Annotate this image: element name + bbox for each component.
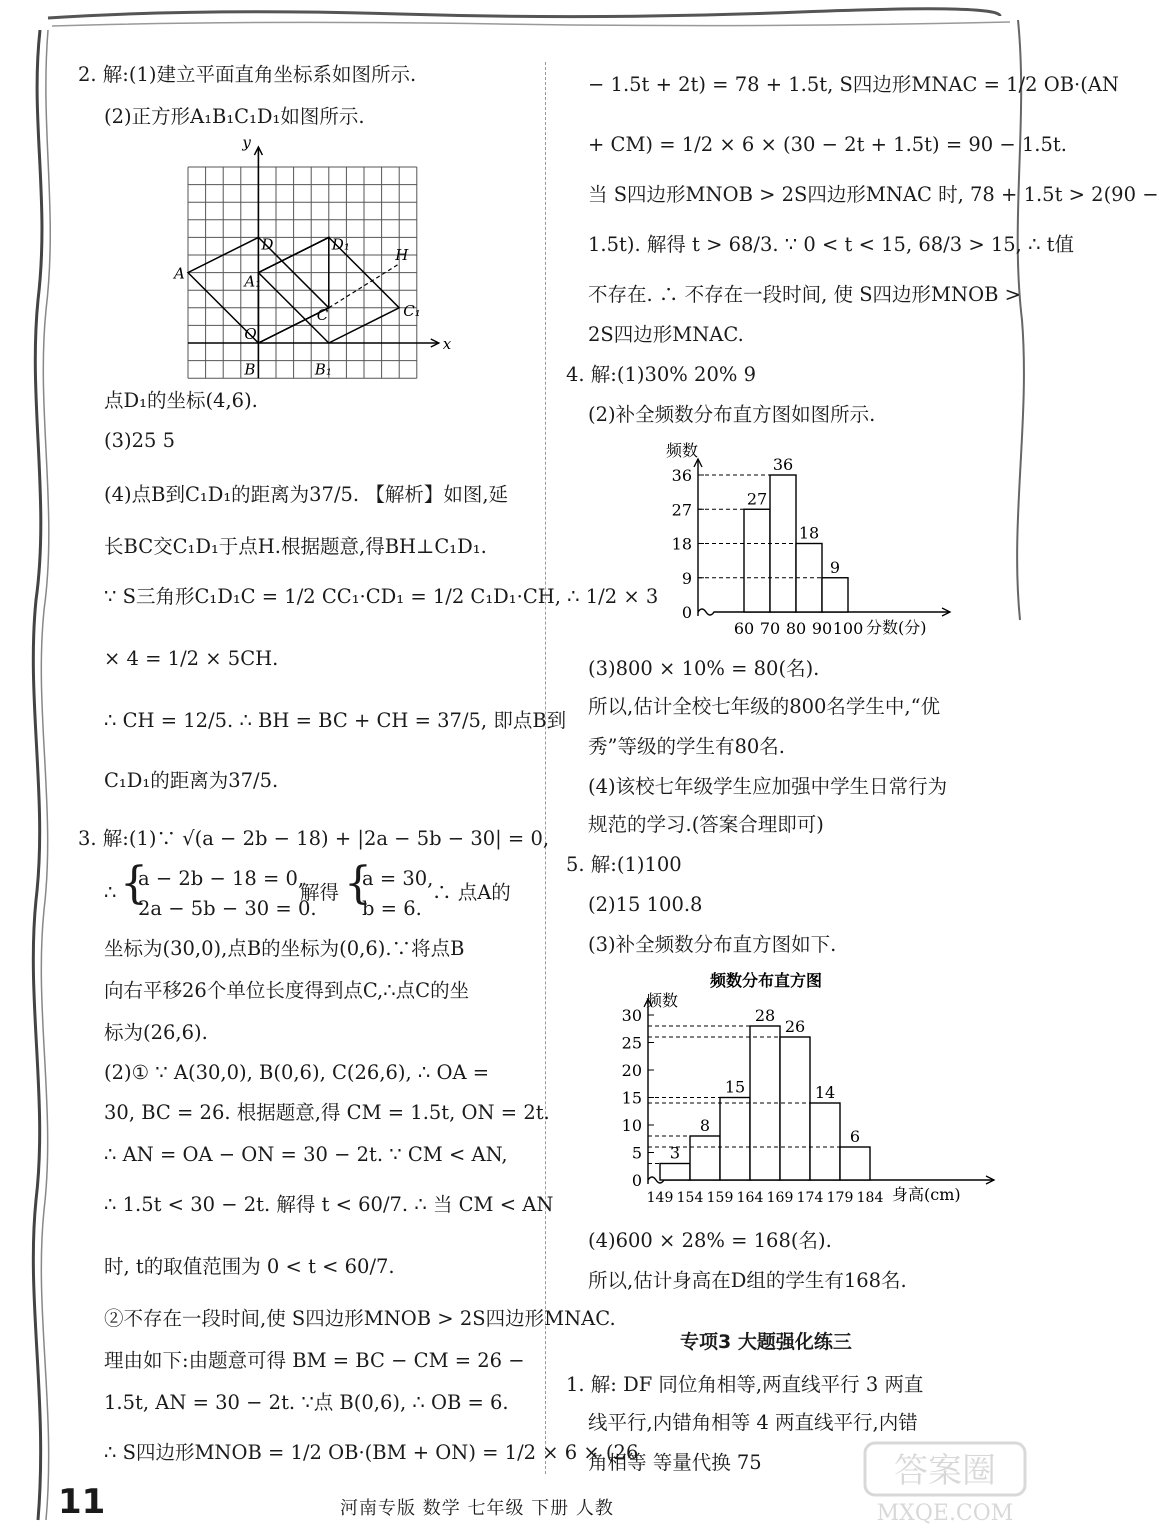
y-tick-label: 9 [681,568,692,588]
q2-part3: (3)25 5 [104,429,176,452]
brace-1: { [120,858,148,909]
section-title: 专项3 大题强化练三 [680,1331,852,1353]
y-tick-label: 36 [671,466,692,485]
x-tick-label: 149 [646,1190,674,1206]
y-tick-label: 0 [681,603,692,622]
q4-head: 4. 解:(1)30% 20% 9 [566,363,756,386]
label-d: D [261,235,274,254]
q3-part2-line5: 时, t的取值范围为 0 < t < 60/7. [104,1255,395,1278]
data-label: 14 [814,1083,836,1102]
data-label: 18 [798,523,820,543]
column-divider [545,62,546,1474]
x-axis-title: 身高(cm) [892,1185,961,1204]
q4-part4: (4)该校七年级学生应加强中学生日常行为 [588,775,948,798]
s1-line3: 角相等 等量代换 75 [588,1451,762,1474]
histogram-bar [810,1103,840,1180]
system1-eq2: 2a − 5b − 30 = 0. [138,897,317,920]
footer-info: 河南专版 数学 七年级 下册 人教 [340,1498,614,1519]
label-a1: A₁ [244,272,262,291]
histogram-heights [600,966,1000,1210]
x-tick-label: 60 [733,619,755,638]
label-h: H [395,245,409,264]
label-o: O [244,325,257,343]
q2-part4-line5: ∴ CH = 12/5. ∴ BH = BC + CH = 37/5, 即点B到 [104,709,567,732]
x-tick-label: 174 [796,1190,824,1206]
q5-part3: (3)补全频数分布直方图如下. [588,933,837,956]
q3-part2-line1: (2)① ∵ A(30,0), B(0,6), C(26,6), ∴ OA = [104,1061,490,1084]
system1-eq1: a − 2b − 18 = 0, [138,867,305,890]
label-x: x [442,335,452,353]
data-label: 36 [772,455,794,474]
y-tick-label: 20 [621,1061,642,1080]
q3-part2-line6: ②不存在一段时间,使 S四边形MNOB > 2S四边形MNAC. [104,1307,616,1330]
q5-part4: (4)600 × 28% = 168(名). [588,1229,832,1252]
data-label: 9 [829,557,841,577]
x-tick-label: 70 [759,619,781,638]
q3-part2-line4: ∴ 1.5t < 30 − 2t. 解得 t < 60/7. ∴ 当 CM < AN [104,1193,554,1216]
data-label: 26 [784,1017,806,1036]
label-b1: B₁ [314,360,332,379]
q4-part3-line3: 秀”等级的学生有80名. [588,735,785,758]
label-c1: C₁ [403,301,421,320]
q5-part4-line2: 所以,估计身高在D组的学生有168名. [588,1269,907,1292]
q4-part3-line2: 所以,估计全校七年级的800名学生中,“优 [588,695,941,718]
q2-part4-line3: ∵ S三角形C₁D₁C = 1/2 CC₁·CD₁ = 1/2 C₁D₁·CH, ∴ 1/2 × 3 [104,585,659,608]
svg-text:答案圈: 答案圈 [894,1451,996,1491]
q3-line2: 坐标为(30,0),点B的坐标为(0,6).∵将点B [104,937,465,960]
y-tick-label: 10 [621,1116,642,1135]
x-axis-title: 分数(分) [866,618,927,637]
x-tick-label: 154 [676,1190,704,1206]
q2-part4-line2: 长BC交C₁D₁于点H.根据题意,得BH⊥C₁D₁. [104,535,487,558]
y-tick-label: 30 [621,1006,642,1025]
s1-line2: 线平行,内错角相等 4 两直线平行,内错 [588,1411,918,1434]
coordinate-grid-figure [170,133,460,385]
data-label: 6 [849,1127,861,1146]
q4-part3: (3)800 × 10% = 80(名). [588,657,820,680]
label-b: B [244,360,256,379]
q2-part4-line1: (4)点B到C₁D₁的距离为37/5. 【解析】如图,延 [104,483,509,506]
r-line5: 不存在. ∴ 不存在一段时间, 使 S四边形MNOB > [588,283,1021,306]
q2-part4-line6: C₁D₁的距离为37/5. [104,769,279,792]
q3-part2-line2: 30, BC = 26. 根据题意,得 CM = 1.5t, ON = 2t. [104,1101,550,1124]
x-tick-label: 100 [832,619,864,638]
q3-line3: 向右平移26个单位长度得到点C,∴点C的坐 [104,979,470,1002]
label-c: C [316,305,329,324]
x-tick-label: 80 [785,619,807,638]
y-axis-title: 频数 [646,991,679,1010]
x-tick-label: 90 [811,619,833,638]
r-line1: − 1.5t + 2t) = 78 + 1.5t, S四边形MNAC = 1/2 OB·(AN [588,73,1119,96]
data-label: 27 [746,489,768,509]
data-label: 3 [669,1143,681,1163]
solve-word: 解得 [300,881,340,904]
histogram-bar [744,509,770,612]
y-tick-label: 27 [671,500,692,520]
system2-eq1: a = 30, [362,867,434,890]
q3-part2-line3: ∴ AN = OA − ON = 30 − 2t. ∵ CM < AN, [104,1143,508,1166]
r-line3: 当 S四边形MNOB > 2S四边形MNAC 时, 78 + 1.5t > 2(90 − [588,183,1159,206]
histogram-bar [660,1164,690,1181]
histogram-bar [780,1037,810,1180]
y-tick-label: 25 [621,1033,642,1053]
q3-head: 3. 解:(1)∵ √(a − 2b − 18) + |2a − 5b − 30| = 0, [78,827,550,850]
y-tick-label: 5 [631,1143,642,1163]
q3-part2-line7: 理由如下:由题意可得 BM = BC − CM = 26 − [104,1349,525,1372]
x-tick-label: 179 [826,1190,854,1206]
q3-part2-line8: 1.5t, AN = 30 − 2t. ∵点 B(0,6), ∴ OB = 6. [104,1391,509,1414]
x-tick-label: 159 [706,1190,734,1206]
q2-head: 2. 解:(1)建立平面直角坐标系如图所示. [78,63,417,86]
q5-part2: (2)15 100.8 [588,893,703,916]
histogram-bar [690,1136,720,1180]
histogram-bar [840,1147,870,1180]
system2-eq2: b = 6. [362,897,422,920]
x-tick-label: 169 [766,1190,794,1206]
chart-title: 频数分布直方图 [709,971,823,990]
q3-line4: 标为(26,6). [104,1021,208,1044]
histogram-scores [640,436,960,646]
therefore-sign: ∴ [104,881,117,904]
page-number: 11 [58,1482,106,1522]
brace-2: { [344,858,372,909]
data-label: 28 [754,1006,776,1025]
data-label: 8 [699,1116,711,1135]
q2-part4-line4: × 4 = 1/2 × 5CH. [104,647,279,670]
label-d1: D₁ [331,235,350,254]
r-line2: + CM) = 1/2 × 6 × (30 − 2t + 1.5t) = 90 − 1.5t. [588,133,1067,156]
y-tick-label: 15 [621,1088,642,1108]
histogram-bar [720,1098,750,1181]
x-tick-label: 184 [856,1190,884,1206]
q4-part4-line2: 规范的学习.(答案合理即可) [588,813,824,836]
label-a: A [174,264,185,283]
q3-part2-line9: ∴ S四边形MNOB = 1/2 OB·(BM + ON) = 1/2 × 6 × (26 [104,1441,639,1464]
q5-head: 5. 解:(1)100 [566,853,682,876]
watermark-logo [860,1438,1030,1528]
q2-part2: (2)正方形A₁B₁C₁D₁如图所示. [104,105,365,128]
label-y: y [242,133,251,152]
histogram-bar [822,578,848,612]
y-tick-label: 0 [631,1171,642,1190]
s1-line1: 1. 解: DF 同位角相等,两直线平行 3 两直 [566,1373,924,1396]
y-axis-title: 频数 [666,441,699,460]
r-line6: 2S四边形MNAC. [588,323,744,346]
y-tick-label: 18 [671,534,692,554]
data-label: 15 [724,1077,746,1097]
svg-text:MXQE.COM: MXQE.COM [876,1501,1014,1526]
q2-d1-coordinate: 点D₁的坐标(4,6). [104,389,258,412]
q4-part2: (2)补全频数分布直方图如图所示. [588,403,876,426]
x-tick-label: 164 [736,1190,764,1206]
r-line4: 1.5t). 解得 t > 68/3. ∵ 0 < t < 15, 68/3 > 15, ∴ t值 [588,233,1075,256]
thus-point-a: ∴ 点A的 [432,881,511,904]
